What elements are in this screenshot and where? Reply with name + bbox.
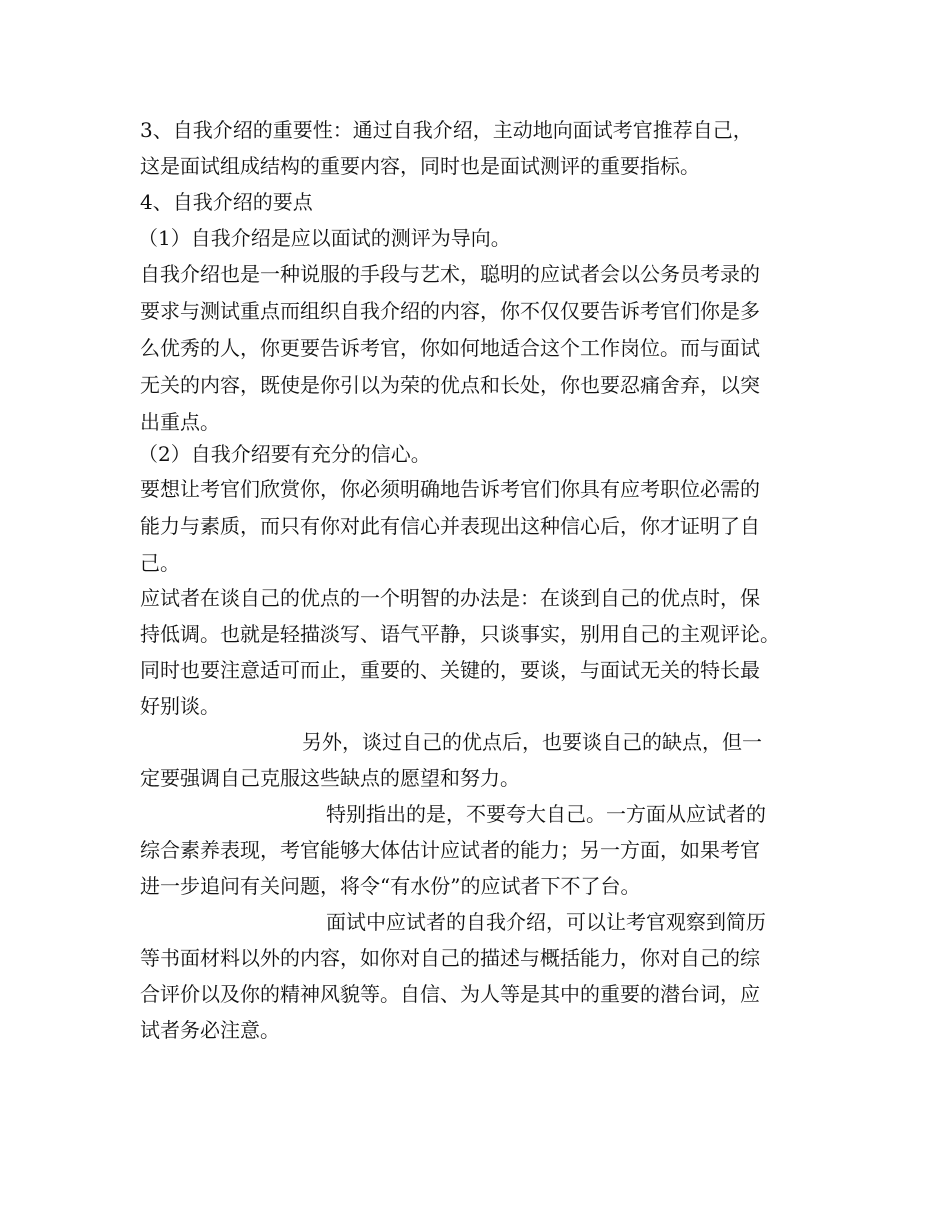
text-line: 己。 (140, 551, 180, 575)
text-line: 应试者在谈自己的优点的一个明智的办法是：在谈到自己的优点时，保 (140, 586, 760, 610)
text-line: 进一步追问有关问题，将令“有水份”的应试者下不了台。 (140, 874, 641, 898)
text-line: 出重点。 (140, 410, 220, 434)
text-line: 等书面材料以外的内容，如你对自己的描述与概括能力，你对自己的综 (140, 946, 760, 970)
text-line: 特别指出的是，不要夸大自己。一方面从应试者的 (326, 802, 766, 826)
text-line: 要想让考官们欣赏你，你必须明确地告诉考官们你具有应考职位必需的 (140, 477, 760, 501)
text-line: 4、自我介绍的要点 (140, 190, 313, 214)
text-line: 同时也要注意适可而止，重要的、关键的，要谈，与面试无关的特长最 (140, 658, 760, 682)
text-line: 自我介绍也是一种说服的手段与艺术，聪明的应试者会以公务员考录的 (140, 262, 760, 286)
text-line: 3、自我介绍的重要性：通过自我介绍，主动地向面试考官推荐自己， (140, 118, 753, 142)
text-line: （1）自我介绍是应以面试的测评为导向。 (138, 226, 511, 250)
text-line: （2）自我介绍要有充分的信心。 (138, 442, 431, 466)
text-line: 试者务必注意。 (140, 1018, 280, 1042)
text-line: 持低调。也就是轻描淡写、语气平静，只谈事实，别用自己的主观评论。 (140, 622, 780, 646)
text-line: 合评价以及你的精神风貌等。自信、为人等是其中的重要的潜台词，应 (140, 982, 760, 1006)
text-line: 能力与素质，而只有你对此有信心并表现出这种信心后，你才证明了自 (140, 514, 760, 538)
text-line: 要求与测试重点而组织自我介绍的内容，你不仅仅要告诉考官们你是多 (140, 299, 760, 323)
text-line: 另外，谈过自己的优点后，也要谈自己的缺点，但一 (302, 730, 762, 754)
text-line: 这是面试组成结构的重要内容，同时也是面试测评的重要指标。 (140, 154, 700, 178)
text-line: 好别谈。 (140, 694, 220, 718)
text-line: 综合素养表现，考官能够大体估计应试者的能力；另一方面，如果考官 (140, 838, 760, 862)
text-line: 么优秀的人，你更要告诉考官，你如何地适合这个工作岗位。而与面试 (140, 336, 760, 360)
text-line: 面试中应试者的自我介绍，可以让考官观察到简历 (326, 910, 766, 934)
text-line: 定要强调自己克服这些缺点的愿望和努力。 (140, 766, 520, 790)
text-line: 无关的内容，既使是你引以为荣的优点和长处，你也要忍痛舍弃，以突 (140, 373, 760, 397)
